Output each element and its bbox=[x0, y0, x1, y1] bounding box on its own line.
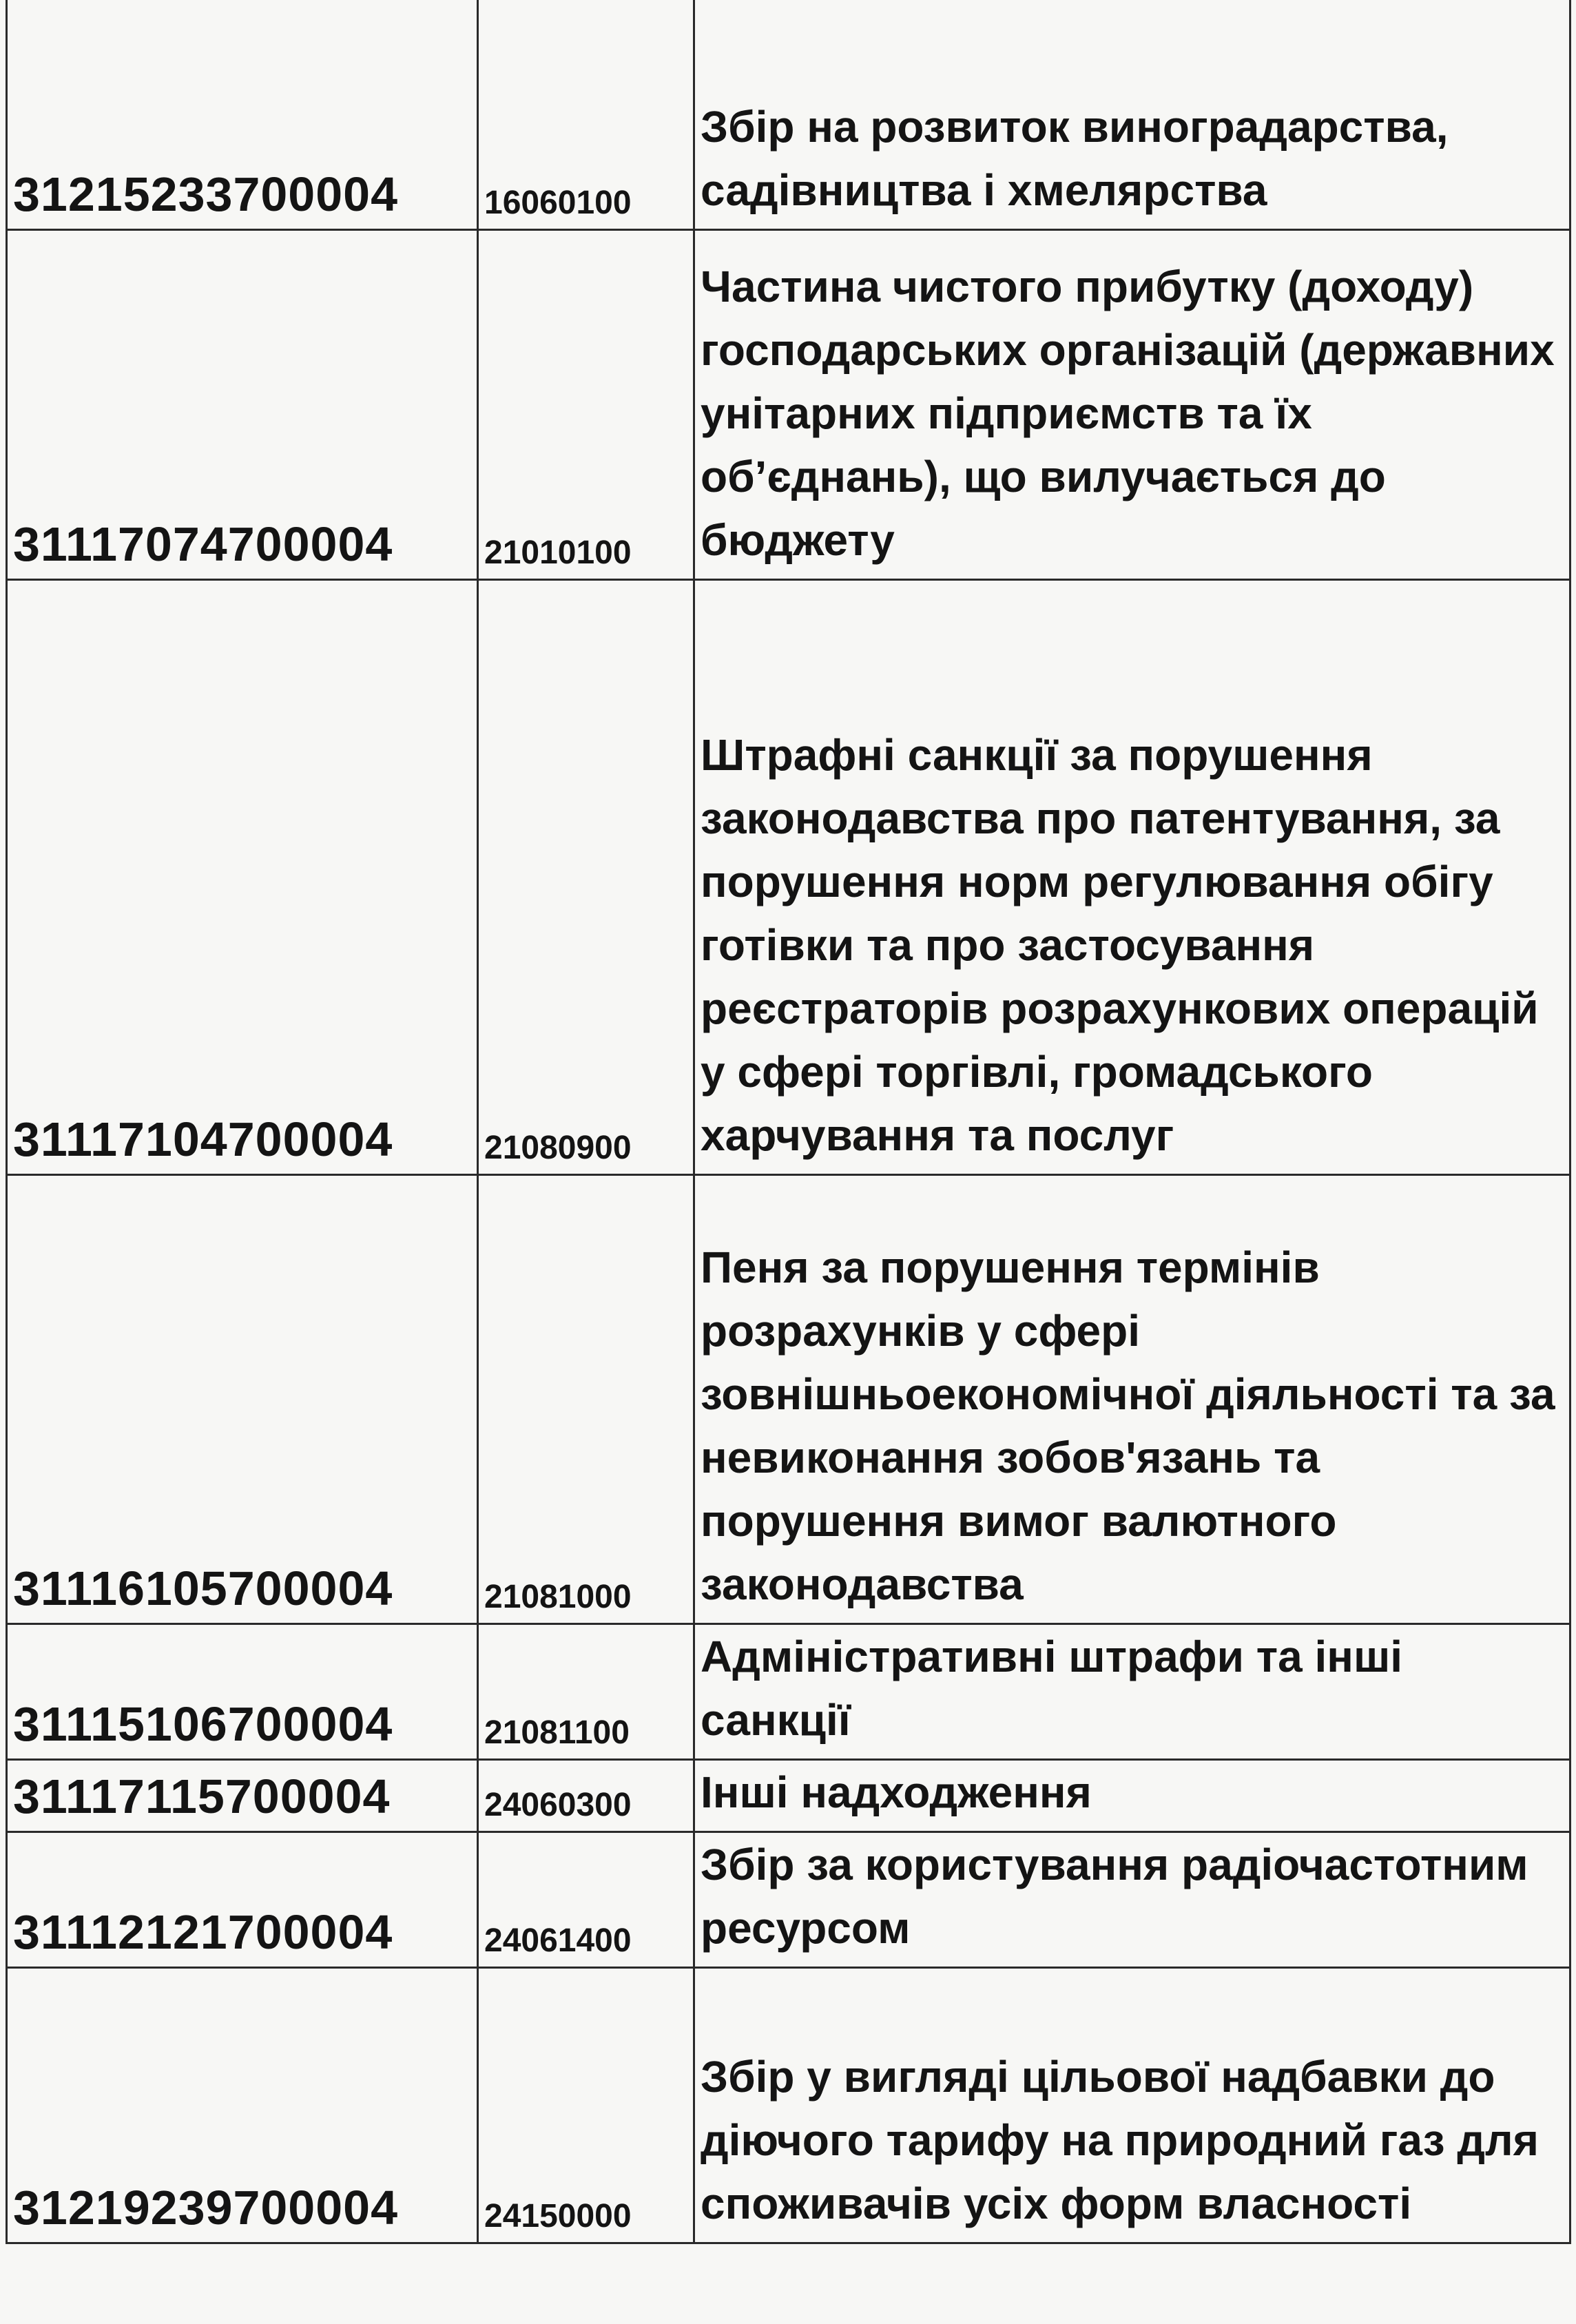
revenue-accounts-table bbox=[6, 0, 1571, 2244]
budget-code: 24150000 bbox=[478, 1968, 694, 2243]
budget-code: 21081100 bbox=[478, 1624, 694, 1760]
account-number: 31116105700004 bbox=[7, 1175, 478, 1624]
revenue-description: Інші надходження bbox=[694, 1760, 1570, 1832]
account-number: 31215233700004 bbox=[7, 0, 478, 230]
revenue-description: Частина чистого прибутку (доходу) господарських організацій (державних унітарних підприємств та їх об’єднань), що вилучається до бюджету bbox=[694, 230, 1570, 580]
revenue-description: Штрафні санкції за порушення законодавства про патентування, за порушення норм регулювання обігу готівки та про застосування реєстраторів розрахункових операцій у сфері торгівлі, громадського харчування та послуг bbox=[694, 580, 1570, 1175]
table-row bbox=[7, 1968, 1570, 2243]
account-number: 31117115700004 bbox=[7, 1760, 478, 1832]
table-row bbox=[7, 1832, 1570, 1968]
budget-code: 21010100 bbox=[478, 230, 694, 580]
budget-code: 24061400 bbox=[478, 1832, 694, 1968]
budget-code: 21080900 bbox=[478, 580, 694, 1175]
account-number: 31117104700004 bbox=[7, 580, 478, 1175]
account-number: 31112121700004 bbox=[7, 1832, 478, 1968]
revenue-description: Адміністративні штрафи та інші санкції bbox=[694, 1624, 1570, 1760]
table-row bbox=[7, 0, 1570, 230]
account-number: 31117074700004 bbox=[7, 230, 478, 580]
table-row bbox=[7, 580, 1570, 1175]
revenue-description: Збір за користування радіочастотним ресурсом bbox=[694, 1832, 1570, 1968]
revenue-description: Пеня за порушення термінів розрахунків у сфері зовнішньоекономічної діяльності та за невиконання зобов'язань та порушення вимог валютного законодавства bbox=[694, 1175, 1570, 1624]
table-row bbox=[7, 1175, 1570, 1624]
budget-code: 24060300 bbox=[478, 1760, 694, 1832]
table-row bbox=[7, 230, 1570, 580]
table-row bbox=[7, 1624, 1570, 1760]
account-number: 31115106700004 bbox=[7, 1624, 478, 1760]
budget-code: 21081000 bbox=[478, 1175, 694, 1624]
revenue-description: Збір на розвиток виноградарства, садівництва і хмелярства bbox=[694, 0, 1570, 230]
table-row bbox=[7, 1760, 1570, 1832]
budget-code: 16060100 bbox=[478, 0, 694, 230]
revenue-description: Збір у вигляді цільової надбавки до діючого тарифу на природний газ для споживачів усіх форм власності bbox=[694, 1968, 1570, 2243]
account-number: 31219239700004 bbox=[7, 1968, 478, 2243]
